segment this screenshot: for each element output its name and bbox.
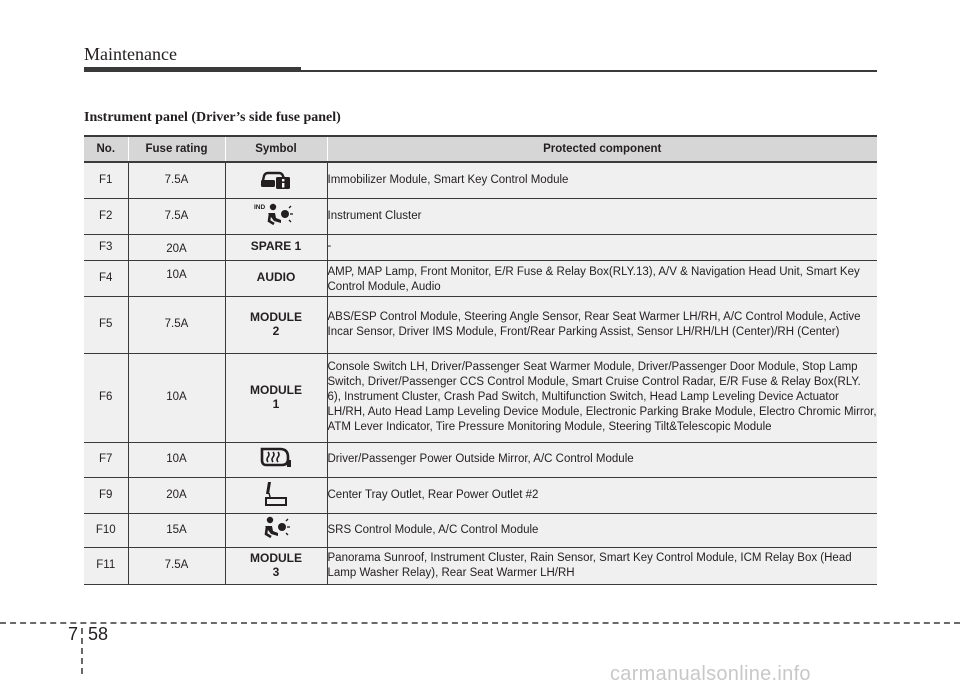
page-header-title: Maintenance <box>84 44 177 64</box>
symbol-label: AUDIO <box>256 270 296 284</box>
fuse-symbol <box>225 513 327 547</box>
heated-mirror-icon <box>258 445 294 474</box>
table-row <box>84 442 877 477</box>
protected-component: Immobilizer Module, Smart Key Control Module <box>327 162 877 198</box>
footer-divider <box>81 628 83 674</box>
header-rule-thin <box>301 70 877 72</box>
ind-airbag-seat-icon <box>254 201 298 232</box>
chapter-number: 7 <box>68 624 79 644</box>
fuse-symbol <box>225 234 327 260</box>
airbag-seat-icon <box>256 515 296 546</box>
fuse-rating: 7.5A <box>128 198 225 234</box>
watermark: carmanualsonline.info <box>610 663 811 685</box>
protected-component: Instrument Cluster <box>327 198 877 234</box>
header-no: No. <box>84 136 128 162</box>
fuse-number: F2 <box>84 198 128 234</box>
fuse-number: F11 <box>84 547 128 584</box>
fuse-rating: 10A <box>128 260 225 296</box>
header-symbol: Symbol <box>225 136 327 162</box>
table-row <box>84 513 877 547</box>
symbol-label: SPARE 1 <box>250 239 302 253</box>
protected-component: Console Switch LH, Driver/Passenger Seat Warmer Module, Driver/Passenger Door Module, Stop Lamp Switch, Driver/Passenger CCS Control Module, Smart Cruise Control Radar, E/R Fuse & Relay Box(RLY. 6), Instrument Cluster, Crash Pad Switch, Multifunction Switch, Head Lamp Leveling Device Actuator LH/RH, Auto Head Lamp Leveling Device Module, Electronic Parking Brake Module, Electro Chromic Mirror, ATM Lever Indicator, Tire Pressure Monitoring Module, Steering Tilt&Telescopic Module <box>327 353 877 442</box>
symbol-label: MODULE 1 <box>250 382 302 411</box>
fuse-rating: 15A <box>128 513 225 547</box>
table-row <box>84 162 877 198</box>
table-row <box>84 353 877 442</box>
fuse-number: F5 <box>84 296 128 353</box>
fuse-rating: 7.5A <box>128 547 225 584</box>
section-title: Instrument panel (Driver’s side fuse panel) <box>84 110 341 125</box>
table-row <box>84 234 877 260</box>
fuse-number: F4 <box>84 260 128 296</box>
fuse-number: F6 <box>84 353 128 442</box>
fuse-symbol <box>225 162 327 198</box>
page-number: 58 <box>88 624 109 644</box>
fuse-number: F9 <box>84 477 128 513</box>
protected-component: Panorama Sunroof, Instrument Cluster, Rain Sensor, Smart Key Control Module, ICM Relay Box (Head Lamp Washer Relay), Rear Seat Warmer LH/RH <box>327 547 877 584</box>
fuse-symbol <box>225 353 327 442</box>
fuse-symbol <box>225 198 327 234</box>
power-outlet-icon <box>261 479 291 512</box>
table-row <box>84 198 877 234</box>
table-header-row <box>84 136 877 162</box>
fuse-number: F3 <box>84 234 128 260</box>
fuse-number: F1 <box>84 162 128 198</box>
fuse-number: F7 <box>84 442 128 477</box>
svg-text:IND: IND <box>254 203 266 211</box>
fuse-symbol <box>225 477 327 513</box>
symbol-label: MODULE 3 <box>250 550 302 579</box>
fuse-symbol <box>225 296 327 353</box>
fuse-symbol <box>225 260 327 296</box>
fuse-symbol <box>225 442 327 477</box>
symbol-label: MODULE 2 <box>250 309 302 338</box>
protected-component: ABS/ESP Control Module, Steering Angle Sensor, Rear Seat Warmer LH/RH, A/C Control Module, Active Incar Sensor, Driver IMS Module, Front/Rear Parking Assist, Sensor LH/RH/LH (Center)/RH (Center) <box>327 296 877 353</box>
fuse-rating: 10A <box>128 353 225 442</box>
footer-dashed-rule <box>0 622 960 624</box>
header-fuse-rating: Fuse rating <box>128 136 225 162</box>
protected-component: AMP, MAP Lamp, Front Monitor, E/R Fuse & Relay Box(RLY.13), A/V & Navigation Head Unit, Smart Key Control Module, Audio <box>327 260 877 296</box>
fuse-rating: 20A <box>128 234 225 260</box>
fuse-rating: 7.5A <box>128 296 225 353</box>
protected-component: - <box>327 234 877 260</box>
protected-component: Driver/Passenger Power Outside Mirror, A/C Control Module <box>327 442 877 477</box>
fuse-rating: 7.5A <box>128 162 225 198</box>
protected-component: SRS Control Module, A/C Control Module <box>327 513 877 547</box>
table-row <box>84 296 877 353</box>
fuse-number: F10 <box>84 513 128 547</box>
table-row <box>84 260 877 296</box>
table-row <box>84 477 877 513</box>
protected-component: Center Tray Outlet, Rear Power Outlet #2 <box>327 477 877 513</box>
immobilizer-key-lock-icon <box>259 166 293 195</box>
fuse-rating: 10A <box>128 442 225 477</box>
fuse-rating: 20A <box>128 477 225 513</box>
fuse-symbol <box>225 547 327 584</box>
header-protected-component: Protected component <box>327 136 877 162</box>
fuse-table <box>84 135 877 585</box>
header-rule-thick <box>84 67 301 72</box>
table-row <box>84 547 877 584</box>
